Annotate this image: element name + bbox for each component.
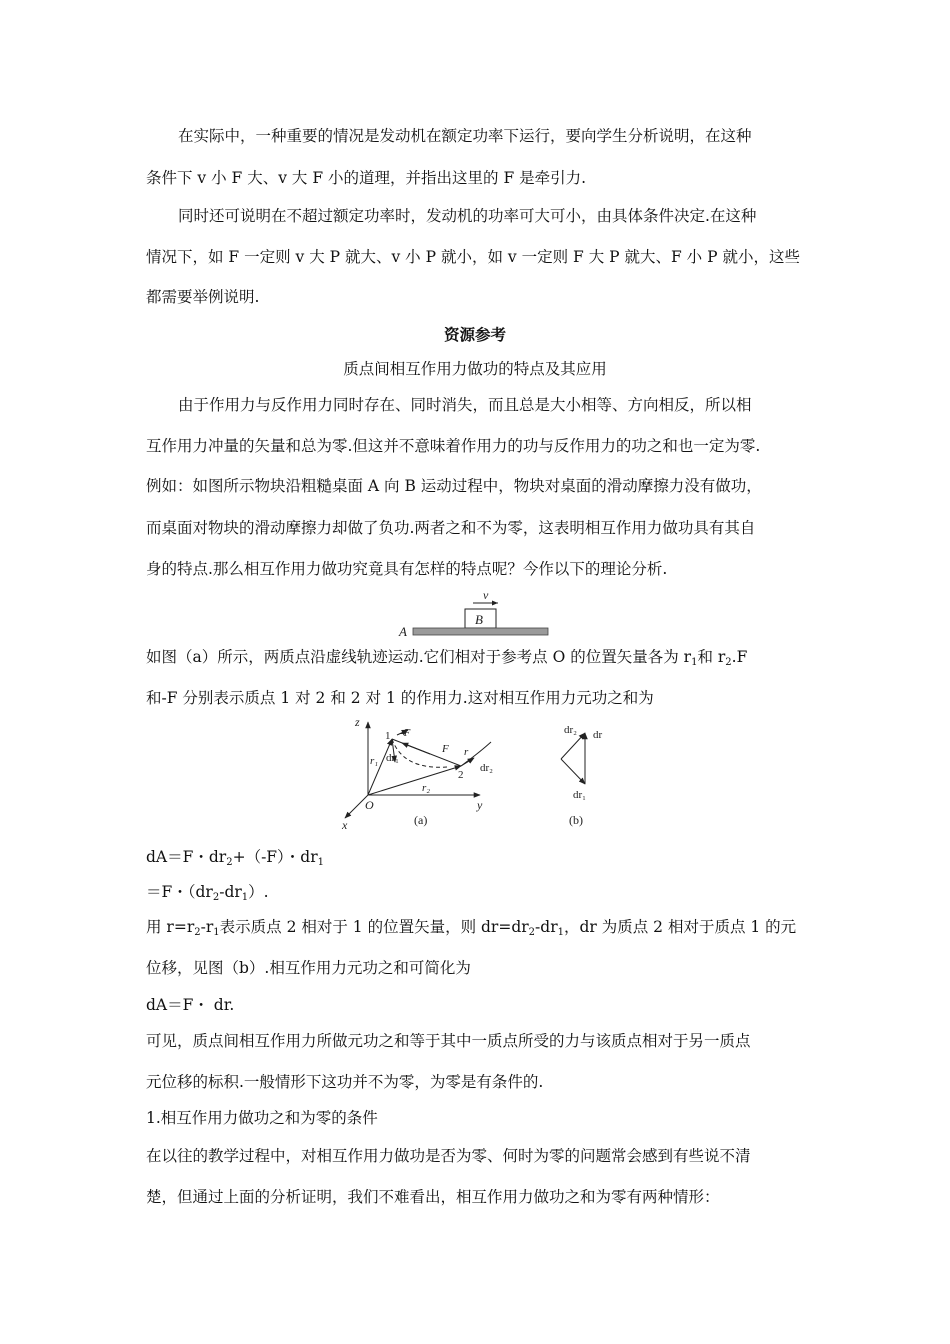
paragraph-line: 如图（a）所示，两质点沿虚线轨迹运动.它们相对于参考点 O 的位置矢量各为 $r_1$和 $r_2.F$ [146, 648, 748, 668]
paragraph-line: 同时还可说明在不超过额定功率时，发动机的功率可大可小，由具体条件决定.在这种 [178, 207, 757, 225]
b-dr1-label: dr₁ [573, 789, 586, 801]
paragraph-line: 用 $r=r_2-r_1$表示质点 2 相对于 1 的位置矢量，则 $dr=dr_2-dr_1$，dr 为质点 2 相对于质点 1 的元 [146, 918, 797, 938]
paragraph-line: 和-F 分别表示质点 1 对 2 和 2 对 1 的作用力.这对相互作用力元功之和为 [146, 689, 654, 707]
paragraph-line: 身的特点.那么相互作用力做功究竟具有怎样的特点呢？今作以下的理论分析. [146, 560, 668, 578]
subsection-title: 1.相互作用力做功之和为零的条件 [146, 1109, 378, 1127]
particle-1-label: 1 [385, 730, 391, 742]
paragraph-line: 情况下，如 F 一定则 v 大 P 就大、v 小 P 就小，如 v 一定则 F 大 P 就大、F 小 P 就小，这些 [146, 248, 800, 266]
paragraph-line: 楚，但通过上面的分析证明，我们不难看出，相互作用力做功之和为零有两种情形： [146, 1188, 720, 1206]
r2-label: r₂ [422, 782, 431, 794]
paragraph-line: 而桌面对物块的滑动摩擦力却做了负功.两者之和不为零，这表明相互作用力做功具有其自 [146, 519, 756, 537]
r1-label: r₁ [370, 755, 379, 767]
block-on-table-figure [395, 588, 555, 640]
dr2-label: dr₂ [480, 762, 493, 774]
paragraph-line: 在以往的教学过程中，对相互作用力做功是否为零、何时为零的问题常会感到有些说不清 [146, 1147, 751, 1165]
b-dr-label: dr [593, 729, 603, 741]
caption-a: (a) [414, 813, 428, 827]
relative-motion-figure-a [335, 712, 505, 834]
f-label: F [442, 743, 449, 755]
axis-z-label: z [355, 715, 360, 729]
equation-line: dA＝F・ dr. [146, 996, 235, 1014]
paragraph-line: 由于作用力与反作用力同时存在、同时消失，而且总是大小相等、方向相反，所以相 [178, 396, 752, 414]
paragraph-line: 互作用力冲量的矢量和总为零.但这并不意味着作用力的功与反作用力的功之和也一定为零. [146, 437, 761, 455]
r-label: r [464, 746, 469, 758]
table-surface [413, 628, 548, 635]
dr1-label: dr₁ [386, 752, 399, 764]
equation-line: dA＝F・$dr_2+(-F)$・$dr_1$ [146, 848, 325, 868]
paragraph-line: 位移，见图（b）.相互作用力元功之和可简化为 [146, 959, 471, 977]
origin-label: O [365, 798, 374, 812]
paragraph-line: 在实际中，一种重要的情况是发动机在额定功率下运行，要向学生分析说明，在这种 [178, 127, 752, 145]
caption-b: (b) [569, 813, 583, 827]
block-label: B [475, 612, 483, 627]
paragraph-line: 条件下 v 小 F 大、v 大 F 小的道理，并指出这里的 F 是牵引力. [146, 169, 587, 187]
velocity-label: v [483, 588, 489, 602]
particle-2-label: 2 [458, 769, 464, 781]
equation-line: ＝F・$(dr_2-dr_1)$. [146, 883, 269, 903]
relative-motion-figure-b [555, 712, 635, 834]
section-subheading: 质点间相互作用力做功的特点及其应用 [343, 360, 607, 378]
point-a-label: A [399, 624, 407, 639]
paragraph-line: 元位移的标积.一般情形下这功并不为零，为零是有条件的. [146, 1073, 544, 1091]
minus-f-label: -F [400, 727, 411, 739]
axis-y-label: y [477, 798, 483, 812]
section-heading: 资源参考 [443, 326, 506, 344]
axis-x-label: x [342, 818, 348, 832]
paragraph-line: 可见，质点间相互作用力所做元功之和等于其中一质点所受的力与该质点相对于另一质点 [146, 1032, 751, 1050]
paragraph-line: 都需要举例说明. [146, 288, 260, 306]
paragraph-line: 例如：如图所示物块沿粗糙桌面 A 向 B 运动过程中，物块对桌面的滑动摩擦力没有做功， [146, 477, 762, 495]
b-dr2-label: dr₂ [564, 724, 577, 736]
